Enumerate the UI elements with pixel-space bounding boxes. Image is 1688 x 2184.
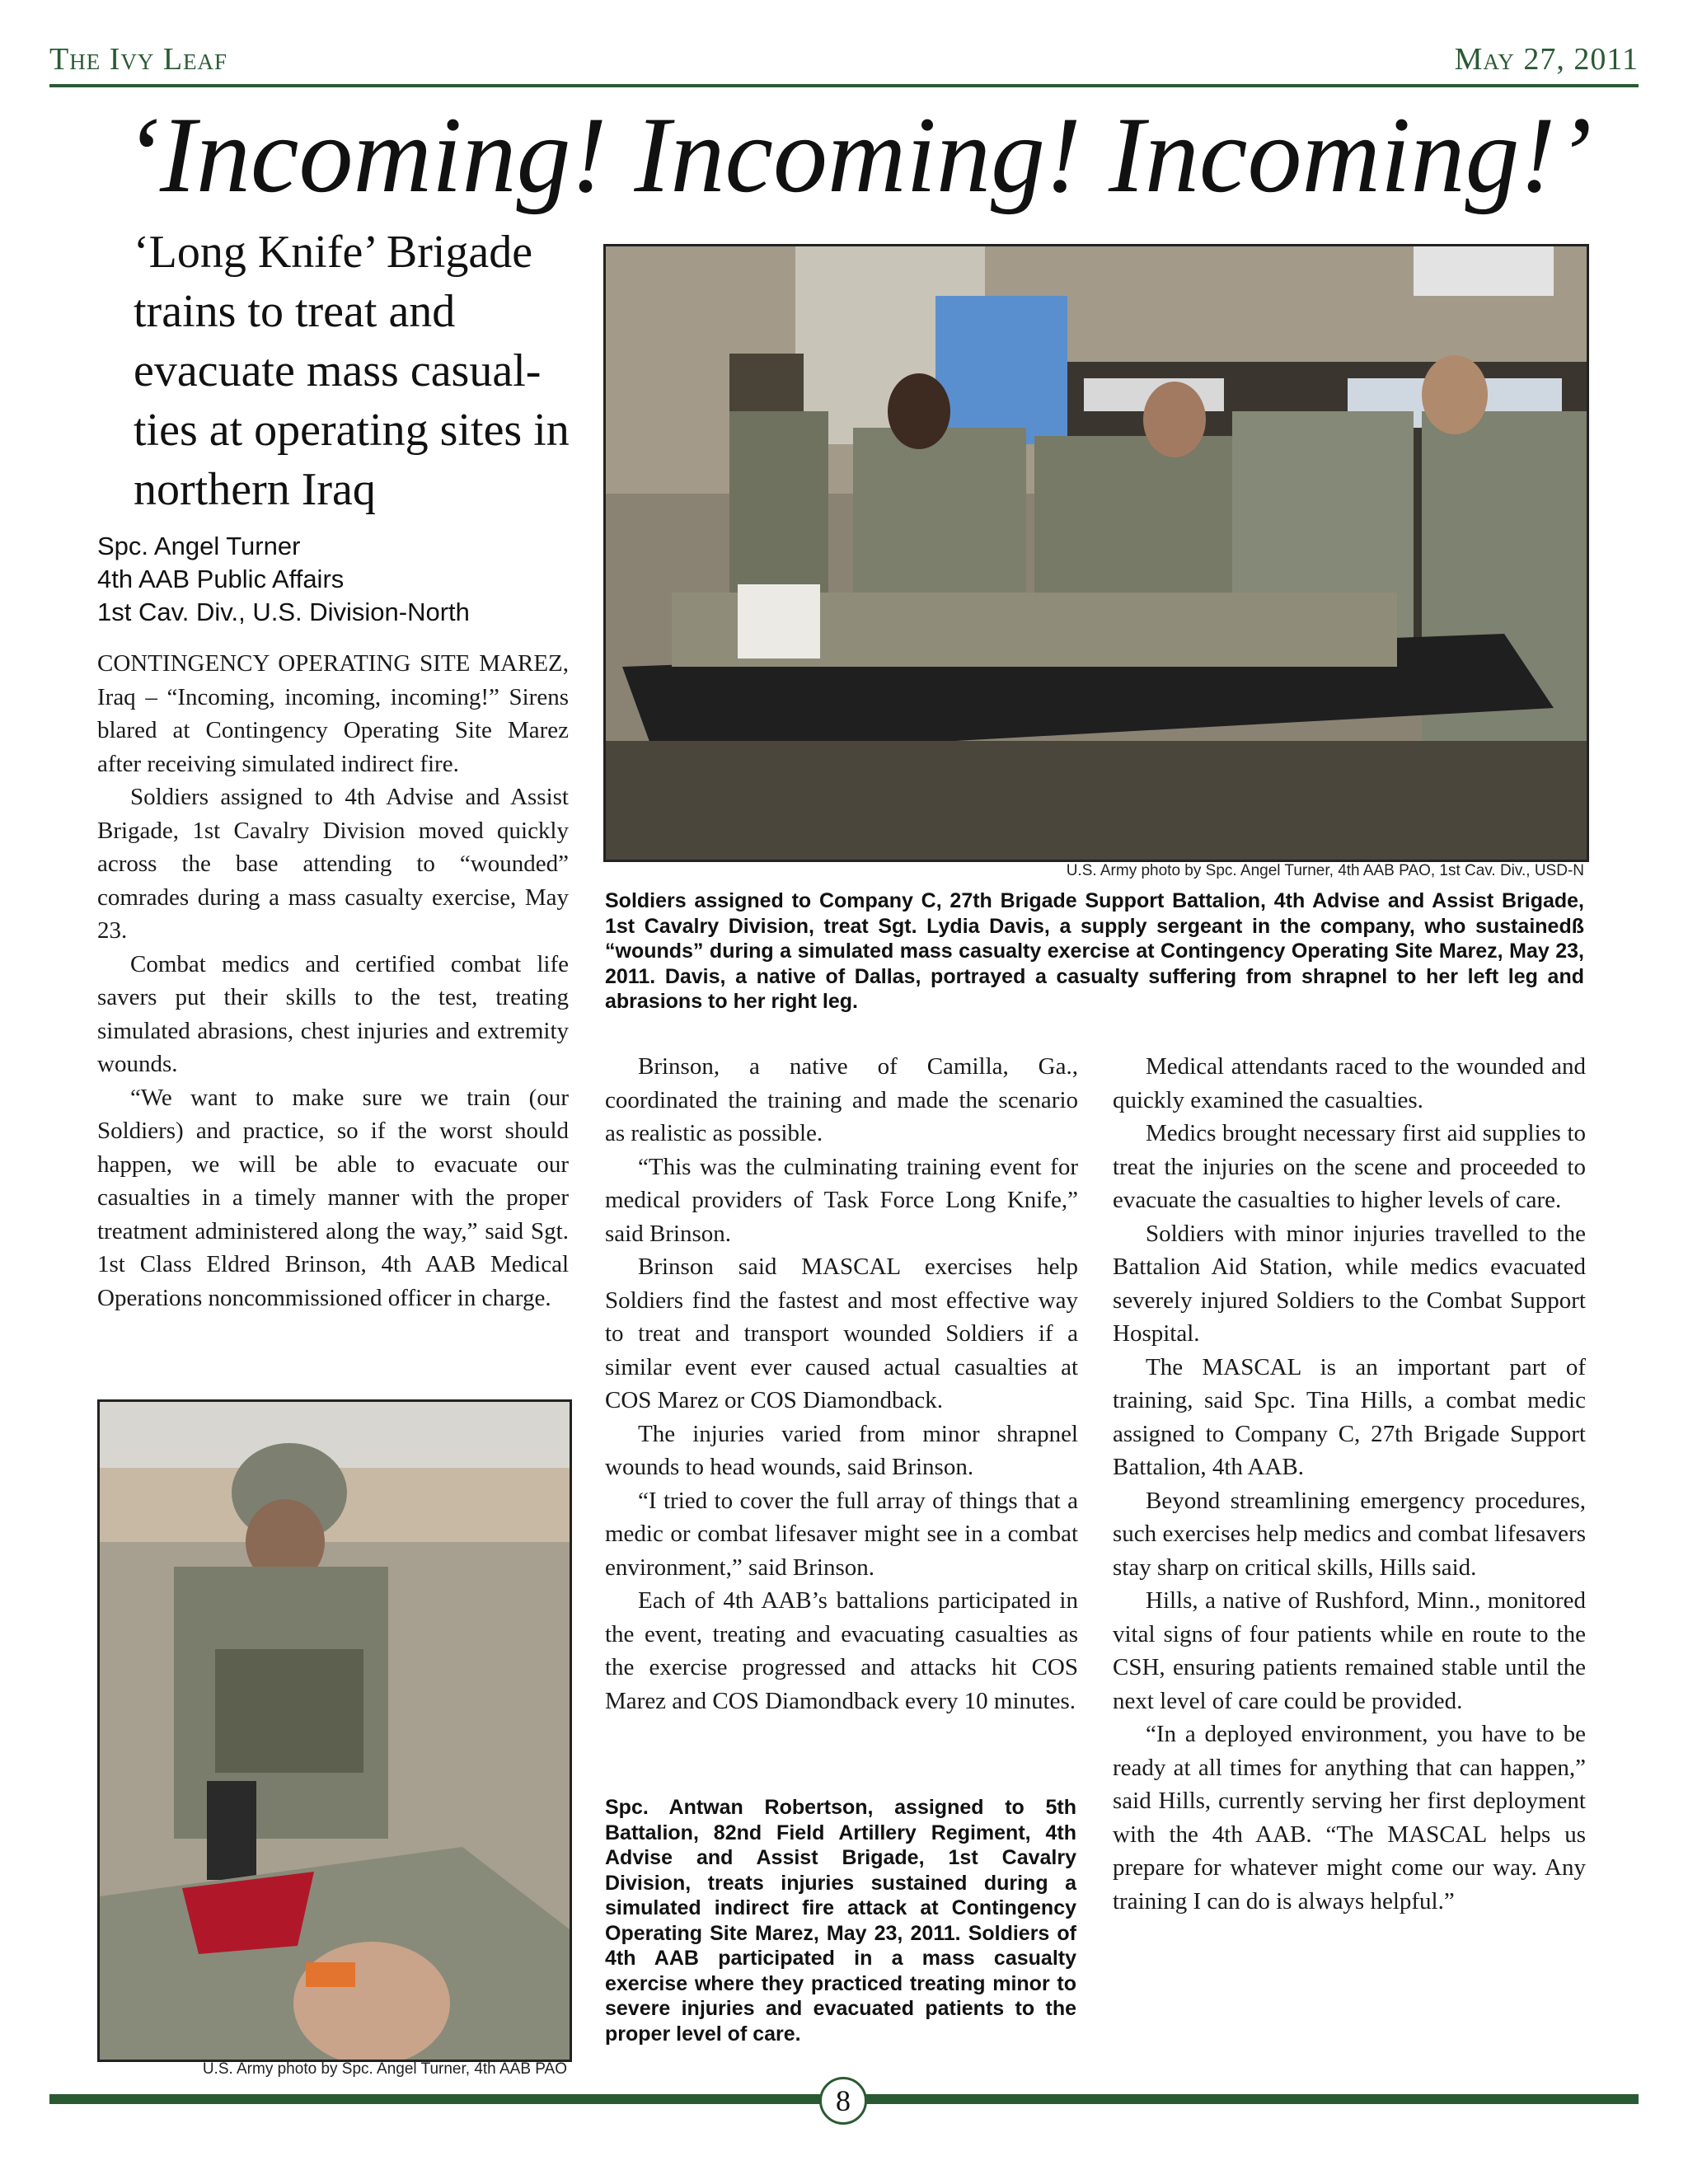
second-photo — [97, 1399, 572, 2062]
paragraph: “We want to make sure we train (our Soldiers) and practice, so if the worst should happen, we will be able to evacuate our casualties in a timely manner with the proper treatment administered along the way,” said Sgt. 1st Class Eldred Brinson, 4th AAB Medical Operations noncommissioned officer in charge. — [97, 1084, 569, 1311]
paragraph: “I tried to cover the full array of things that a medic or combat lifesaver might see in a combat environment,” said Brinson. — [605, 1487, 1078, 1581]
second-photo-caption: Spc. Antwan Robertson, assigned to 5th Battalion, 82nd Field Artillery Regiment, 4th Advise and Assist Brigade, 1st Cavalry Division, treats injuries sustained during a simulated indirect fire attack at Contingency Operating Site Marez, May 23, 2011. Soldiers of 4th AAB participated in a mass casualty exercise where they practiced treating minor to severe injuries and evacuated patients to the proper level of care. — [605, 1796, 1076, 2046]
main-photo — [603, 244, 1589, 862]
masthead: The Ivy Leaf — [49, 42, 228, 77]
byline — [97, 530, 592, 629]
issue-date: May 27, 2011 — [1454, 42, 1639, 77]
main-photo-credit: U.S. Army photo by Spc. Angel Turner, 4th AAB PAO, 1st Cav. Div., USD-N — [1066, 862, 1584, 879]
paragraph: The MASCAL is an important part of training, said Spc. Tina Hills, a combat medic assigned to Company C, 27th Brigade Support Battalion, 4th AAB. — [1113, 1353, 1586, 1480]
main-photo-caption: Soldiers assigned to Company C, 27th Brigade Support Battalion, 4th Advise and Assist Brigade, 1st Cavalry Division, treat Sgt. Lydia Davis, a supply sergeant in the company, who sustainedß “wounds” during a simulated mass casualty exercise at Contingency Operating Site Marez, May 23, 2011. Davis, a native of Dallas, portrayed a casualty suffering from shrapnel to her left leg and abrasions to her right leg. — [605, 889, 1584, 1013]
article-column-right — [1113, 1050, 1586, 1918]
paragraph: The injuries varied from minor shrapnel wounds to head wounds, said Brinson. — [605, 1420, 1078, 1480]
article-column-middle — [605, 1050, 1078, 1718]
paragraph: “This was the culminating training event for medical providers of Task Force Long Knife,” said Brinson. — [605, 1153, 1078, 1247]
paragraph: Beyond streamlining emergency procedures, such exercises help medics and combat lifesavers stay sharp on critical skills, Hills said. — [1113, 1487, 1586, 1581]
page-number: 8 — [819, 2077, 867, 2125]
paragraph: Combat medics and certified combat life savers put their skills to the test, treating simulated abrasions, chest injuries and extremity wounds. — [97, 950, 569, 1077]
header-rule — [49, 84, 1639, 87]
main-photo-image — [606, 246, 1587, 860]
paragraph: CONTINGENCY OPERATING SITE MAREZ, Iraq – “Incoming, incoming, incoming!” Sirens blared at Contingency Operating Site Marez after receiving simulated indirect fire. — [97, 650, 569, 777]
paragraph: “In a deployed environment, you have to be ready at all times for anything that can happen,” said Hills, currently serving her first deployment with the 4th AAB. “The MASCAL helps us prepare for whatever might come our way. Any training I can do is always helpful.” — [1113, 1721, 1586, 1915]
paragraph: Medical attendants raced to the wounded and quickly examined the casualties. — [1113, 1053, 1586, 1113]
deck: ‘Long Knife’ Brigade trains to treat and evacuate mass casualties at operating sites in northern Iraq — [134, 227, 570, 515]
byline-name: Spc. Angel Turner — [97, 532, 301, 560]
paragraph: Each of 4th AAB’s battalions participated in the event, treating and evacuating casualties as the exercise progressed and attacks hit COS Marez and COS Diamondback every 10 minutes. — [605, 1587, 1078, 1714]
second-photo-credit: U.S. Army photo by Spc. Angel Turner, 4th AAB PAO — [202, 2060, 567, 2078]
paragraph: Hills, a native of Rushford, Minn., monitored vital signs of four patients while en route to the CSH, ensuring patients remained stable until the next level of care could be provided. — [1113, 1587, 1586, 1714]
second-photo-image — [100, 1402, 570, 2060]
paragraph: Brinson said MASCAL exercises help Soldiers find the fastest and most effective way to treat and transport wounded Soldiers if a similar event ever caused actual casualties at COS Marez or COS Diamondback. — [605, 1254, 1078, 1413]
headline: ‘Incoming! Incoming! Incoming!’ — [124, 94, 1592, 215]
paragraph: Soldiers with minor injuries travelled to the Battalion Aid Station, while medics evacuated severely injured Soldiers to the Combat Support Hospital. — [1113, 1220, 1586, 1347]
paragraph: Soldiers assigned to 4th Advise and Assist Brigade, 1st Cavalry Division moved quickly across the base attending to “wounded” comrades during a mass casualty exercise, May 23. — [97, 784, 569, 944]
byline-unit: 4th AAB Public Affairs — [97, 565, 345, 593]
paragraph: Medics brought necessary first aid supplies to treat the injuries on the scene and proceeded to evacuate the casualties to higher levels of care. — [1113, 1120, 1586, 1213]
byline-division: 1st Cav. Div., U.S. Division-North — [97, 598, 470, 626]
article-column-left — [97, 647, 569, 1315]
paragraph: Brinson, a native of Camilla, Ga., coordinated the training and made the scenario as realistic as possible. — [605, 1053, 1078, 1146]
